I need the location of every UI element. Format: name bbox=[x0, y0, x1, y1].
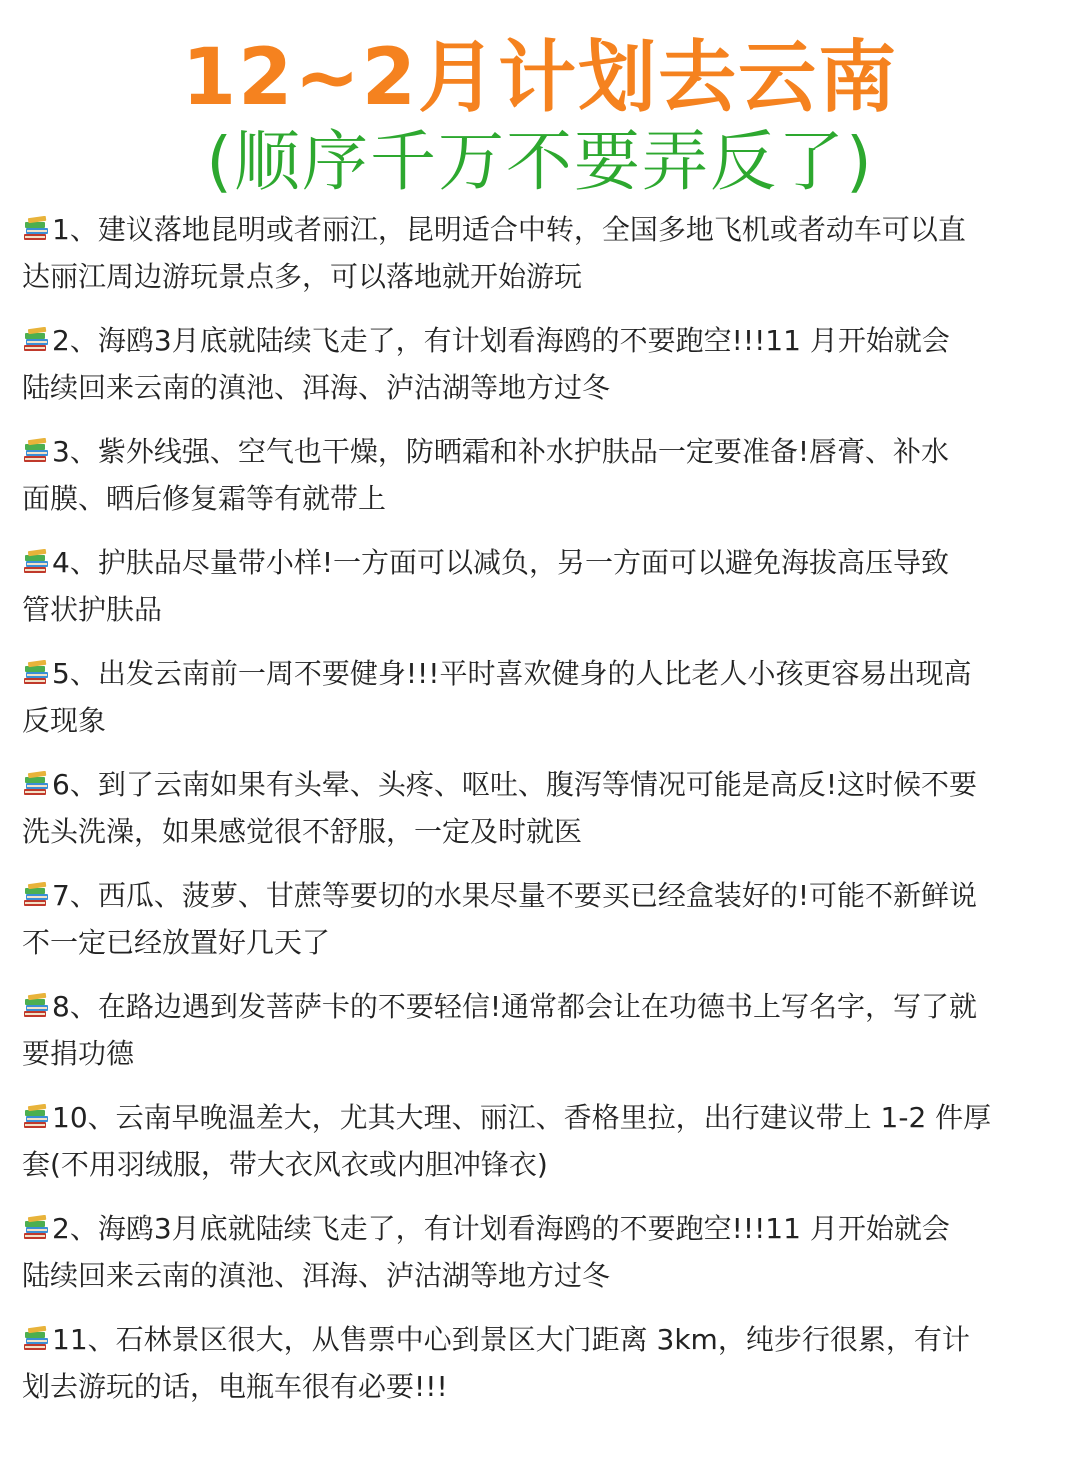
book-stack-icon bbox=[22, 327, 50, 353]
tip-text-line2: 陆续回来云南的滇池、洱海、泸沽湖等地方过冬 bbox=[22, 1259, 611, 1292]
tip-text-line1: 2、海鸥3月底就陆续飞走了，有计划看海鸥的不要跑空!!!11 月开始就会 bbox=[52, 1212, 950, 1245]
tip-line-1 bbox=[22, 983, 1080, 1030]
tip-item bbox=[22, 872, 1080, 966]
book-stack-icon bbox=[22, 1104, 50, 1130]
tip-text-line2: 陆续回来云南的滇池、洱海、泸沽湖等地方过冬 bbox=[22, 371, 611, 404]
book-stack-icon bbox=[22, 1326, 50, 1352]
book-stack-icon bbox=[22, 882, 50, 908]
book-stack-icon bbox=[22, 438, 50, 464]
tip-text-line1: 3、紫外线强、空气也干燥，防晒霜和补水护肤品一定要准备!唇膏、补水 bbox=[52, 435, 950, 468]
tip-line-1 bbox=[22, 1316, 1080, 1363]
tip-item bbox=[22, 539, 1080, 633]
tip-text-line2: 洗头洗澡，如果感觉很不舒服，一定及时就医 bbox=[22, 815, 583, 848]
tip-item bbox=[22, 206, 1080, 300]
tip-text-line2: 套(不用羽绒服，带大衣风衣或内胆冲锋衣) bbox=[22, 1148, 548, 1181]
tip-line-1 bbox=[22, 539, 1080, 586]
tip-item bbox=[22, 428, 1080, 522]
book-stack-icon bbox=[22, 771, 50, 797]
tip-text-line1: 6、到了云南如果有头晕、头疼、呕吐、腹泻等情况可能是高反!这时候不要 bbox=[52, 768, 978, 801]
tip-item bbox=[22, 650, 1080, 744]
book-stack-icon bbox=[22, 993, 50, 1019]
tip-text-line1: 4、护肤品尽量带小样!一方面可以减负，另一方面可以避免海拔高压导致 bbox=[52, 546, 950, 579]
tip-text-line2: 划去游玩的话，电瓶车很有必要!!! bbox=[22, 1370, 448, 1403]
tip-text-line1: 10、云南早晚温差大，尤其大理、丽江、香格里拉，出行建议带上 1-2 件厚 bbox=[52, 1101, 992, 1134]
tip-line-1 bbox=[22, 428, 1080, 475]
tip-text-line2: 管状护肤品 bbox=[22, 593, 163, 626]
book-stack-icon bbox=[22, 216, 50, 242]
tip-item bbox=[22, 1094, 1080, 1188]
tip-item bbox=[22, 1316, 1080, 1410]
page-subtitle: (顺序千万不要弄反了) bbox=[206, 123, 874, 200]
book-stack-icon bbox=[22, 660, 50, 686]
tip-text-line2: 达丽江周边游玩景点多，可以落地就开始游玩 bbox=[22, 260, 583, 293]
tip-line-1 bbox=[22, 1094, 1080, 1141]
book-stack-icon bbox=[22, 549, 50, 575]
tip-line-1 bbox=[22, 650, 1080, 697]
tip-line-1 bbox=[22, 317, 1080, 364]
tip-item bbox=[22, 317, 1080, 411]
tip-text-line1: 2、海鸥3月底就陆续飞走了，有计划看海鸥的不要跑空!!!11 月开始就会 bbox=[52, 324, 950, 357]
tip-text-line2: 不一定已经放置好几天了 bbox=[22, 926, 331, 959]
tip-line-1 bbox=[22, 872, 1080, 919]
tip-text-line2: 面膜、晒后修复霜等有就带上 bbox=[22, 482, 387, 515]
tip-item bbox=[22, 761, 1080, 855]
tip-text-line2: 要捐功德 bbox=[22, 1037, 135, 1070]
tip-item bbox=[22, 983, 1080, 1077]
tip-line-1 bbox=[22, 761, 1080, 808]
tip-text-line2: 反现象 bbox=[22, 704, 107, 737]
page-title: 12~2月计划去云南 bbox=[181, 33, 899, 123]
tip-line-1 bbox=[22, 1205, 1080, 1252]
tip-text-line1: 7、西瓜、菠萝、甘蔗等要切的水果尽量不要买已经盒装好的!可能不新鲜说 bbox=[52, 879, 978, 912]
tip-text-line1: 8、在路边遇到发菩萨卡的不要轻信!通常都会让在功德书上写名字，写了就 bbox=[52, 990, 978, 1023]
tip-text-line1: 5、出发云南前一周不要健身!!!平时喜欢健身的人比老人小孩更容易出现高 bbox=[52, 657, 972, 690]
tip-item bbox=[22, 1205, 1080, 1299]
tip-text-line1: 11、石林景区很大，从售票中心到景区大门距离 3km，纯步行很累，有计 bbox=[52, 1323, 970, 1356]
book-stack-icon bbox=[22, 1215, 50, 1241]
tip-line-1 bbox=[22, 206, 1080, 253]
tip-text-line1: 1、建议落地昆明或者丽江，昆明适合中转，全国多地飞机或者动车可以直 bbox=[52, 213, 966, 246]
tips-list bbox=[22, 206, 1080, 1427]
